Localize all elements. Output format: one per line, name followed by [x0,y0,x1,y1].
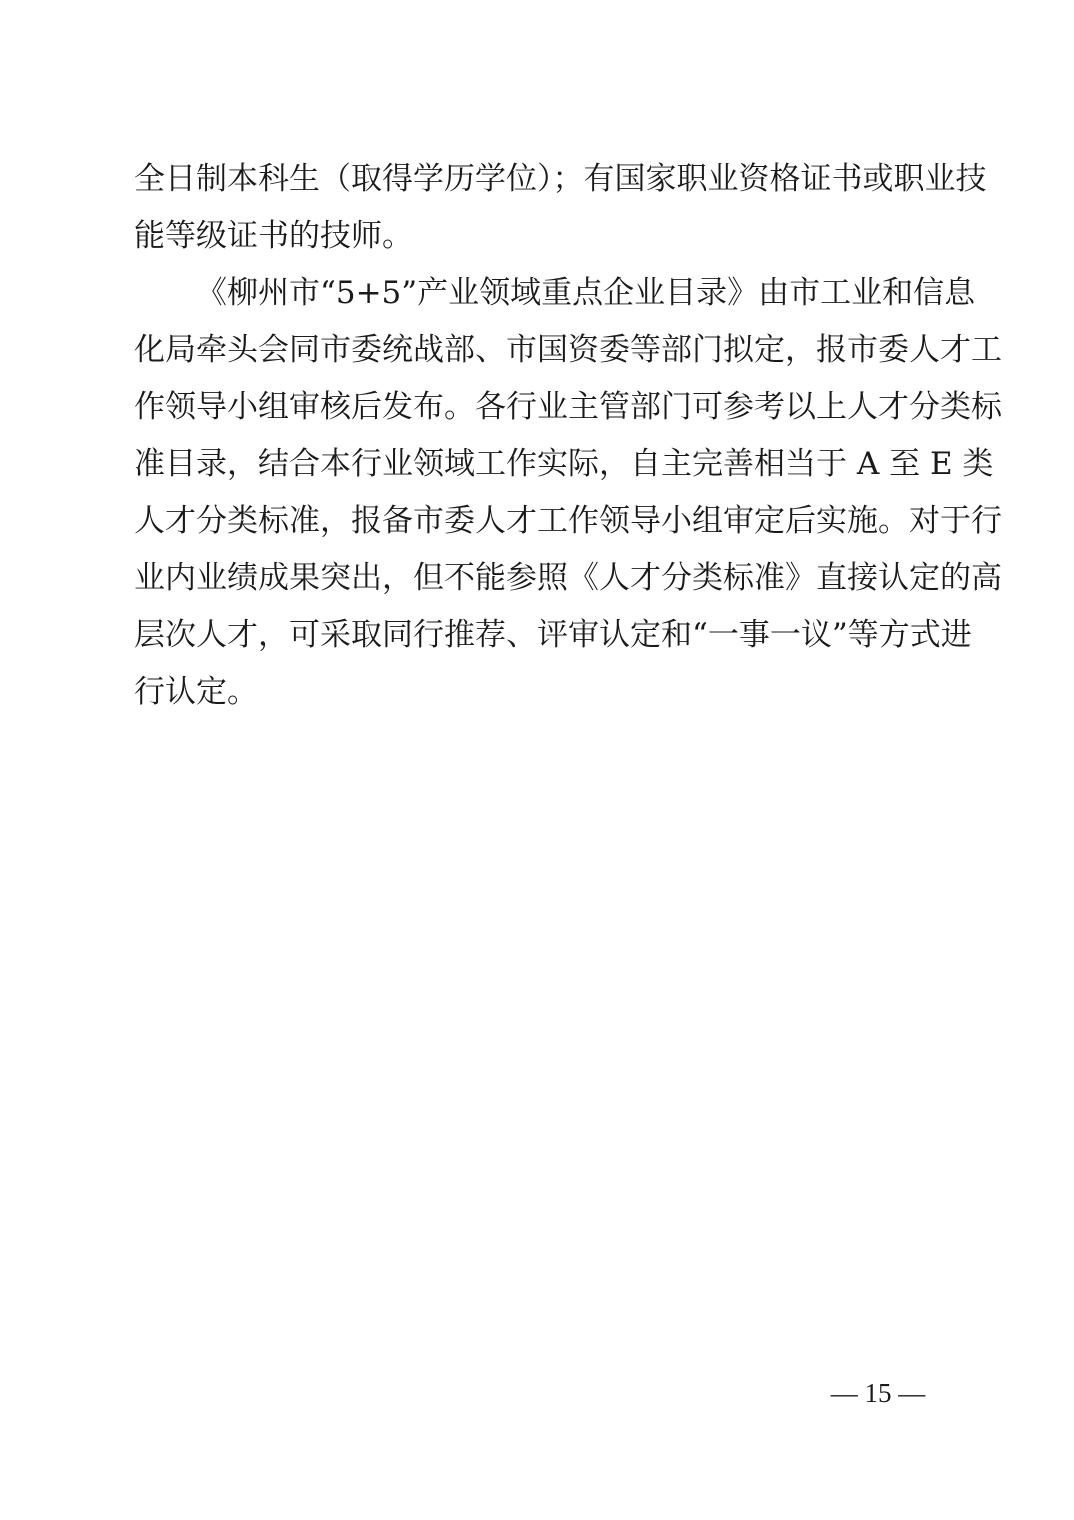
paragraph-line: 层次人才，可采取同行推荐、评审认定和“一事一议”等方式进 [134,617,972,653]
paragraph-line: 人才分类标准，报备市委人才工作领导小组审定后实施。对于行 [134,503,1002,539]
page-number: — 15 — [830,1378,926,1408]
paragraph-line: 能等级证书的技师。 [134,218,413,254]
paragraph-line: 行认定。 [134,674,258,710]
paragraph-line: 业内业绩成果突出，但不能参照《人才分类标准》直接认定的高 [134,560,1002,596]
paragraph-line: 全日制本科生（取得学历学位）；有国家职业资格证书或职业技 [134,161,987,197]
paragraph-line: 准目录，结合本行业领域工作实际，自主完善相当于 A 至 E 类 [134,446,994,482]
paragraph-line: 作领导小组审核后发布。各行业主管部门可参考以上人才分类标 [134,389,1002,425]
paragraph-line: 化局牵头会同市委统战部、市国资委等部门拟定，报市委人才工 [134,332,1002,368]
paragraph-line: 《柳州市“5+5”产业领域重点企业目录》由市工业和信息 [196,275,976,311]
